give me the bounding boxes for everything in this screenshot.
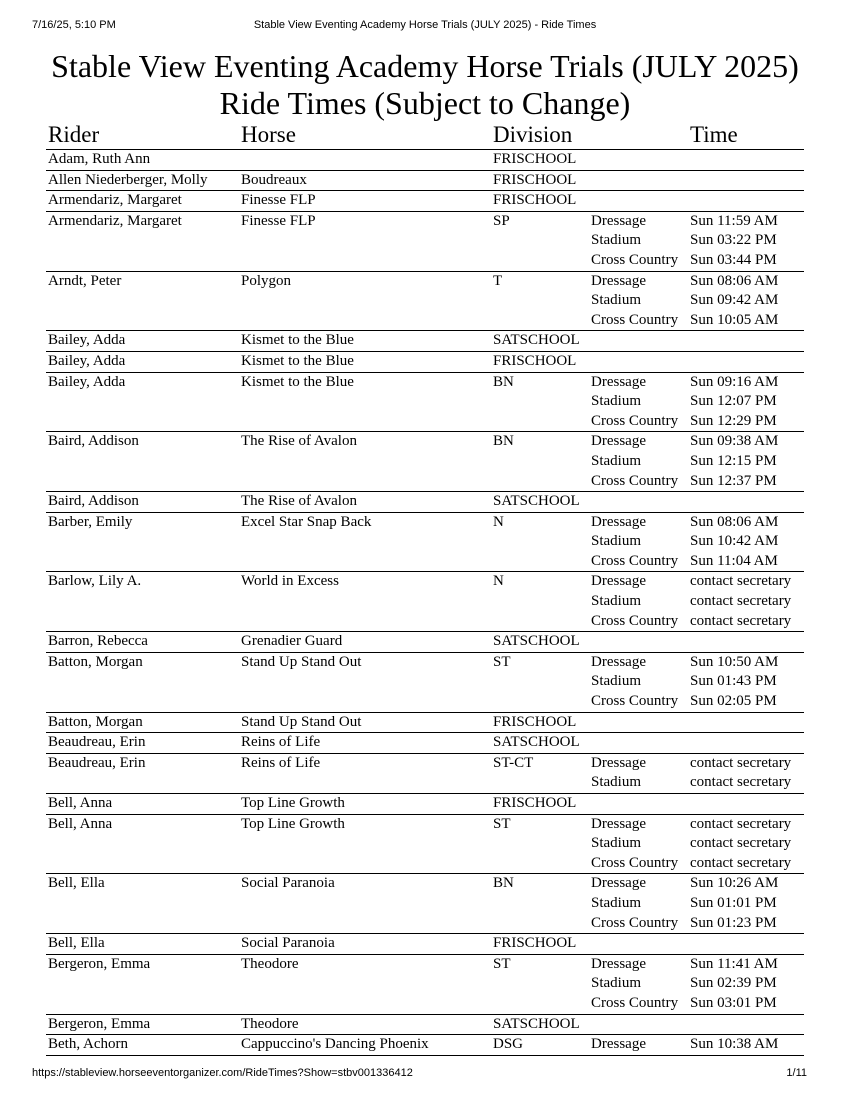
ride-time: Sun 03:44 PM xyxy=(690,251,777,268)
horse-cell: Finesse FLP xyxy=(239,211,491,271)
rider-cell: Bergeron, Emma xyxy=(46,1014,239,1035)
time-cell xyxy=(688,271,804,331)
phase-cell xyxy=(589,572,688,632)
table-row xyxy=(46,331,804,352)
phase-cell xyxy=(589,1014,688,1035)
print-header xyxy=(32,19,818,35)
ride-time: Sun 11:04 AM xyxy=(690,552,778,569)
table-row xyxy=(46,492,804,513)
division-cell: BN xyxy=(491,372,589,432)
time-cell xyxy=(688,814,804,874)
phase-label: Stadium xyxy=(591,452,642,469)
ride-time: Sun 09:16 AM xyxy=(690,373,779,390)
rider-cell: Baird, Addison xyxy=(46,432,239,492)
time-cell xyxy=(688,1035,804,1056)
horse-cell: Boudreaux xyxy=(239,170,491,191)
ride-time: Sun 01:23 PM xyxy=(690,914,777,931)
horse-cell: World in Excess xyxy=(239,572,491,632)
rider-cell: Beth, Achorn xyxy=(46,1035,239,1056)
time-cell xyxy=(688,150,804,171)
rider-cell: Bell, Anna xyxy=(46,814,239,874)
ride-time: Sun 03:01 PM xyxy=(690,994,777,1011)
ride-time: Sun 10:50 AM xyxy=(690,653,779,670)
table-row xyxy=(46,572,804,632)
division-cell: SATSCHOOL xyxy=(491,492,589,513)
horse-cell: Stand Up Stand Out xyxy=(239,712,491,733)
horse-cell: Finesse FLP xyxy=(239,191,491,212)
phase-label: Dressage xyxy=(591,653,646,670)
phase-label: Stadium xyxy=(591,894,642,911)
division-cell: FRISCHOOL xyxy=(491,794,589,815)
table-row xyxy=(46,794,804,815)
phase-label: Dressage xyxy=(591,815,646,832)
header-time: Time xyxy=(688,120,804,150)
table-row xyxy=(46,1035,804,1056)
horse-cell xyxy=(239,150,491,171)
rider-cell: Adam, Ruth Ann xyxy=(46,150,239,171)
rider-cell: Baird, Addison xyxy=(46,492,239,513)
phase-label: Dressage xyxy=(591,513,646,530)
time-cell xyxy=(688,632,804,653)
phase-label: Stadium xyxy=(591,292,642,309)
division-cell: FRISCHOOL xyxy=(491,712,589,733)
phase-cell xyxy=(589,211,688,271)
table-row xyxy=(46,954,804,1014)
ride-time: Sun 12:29 PM xyxy=(690,412,777,429)
horse-cell: Top Line Growth xyxy=(239,814,491,874)
phase-cell xyxy=(589,794,688,815)
time-cell xyxy=(688,351,804,372)
phase-cell xyxy=(589,874,688,934)
header-phase xyxy=(589,120,688,150)
division-cell: ST xyxy=(491,814,589,874)
rider-cell: Bell, Ella xyxy=(46,874,239,934)
ride-time: Sun 02:39 PM xyxy=(690,975,777,992)
rider-cell: Beaudreau, Erin xyxy=(46,753,239,793)
division-cell: SATSCHOOL xyxy=(491,632,589,653)
table-row xyxy=(46,191,804,212)
table-row xyxy=(46,753,804,793)
phase-cell xyxy=(589,170,688,191)
time-cell xyxy=(688,512,804,572)
header-division: Division xyxy=(491,120,589,150)
horse-cell: The Rise of Avalon xyxy=(239,492,491,513)
division-cell: BN xyxy=(491,432,589,492)
table-row xyxy=(46,351,804,372)
header-rider: Rider xyxy=(46,120,239,150)
ride-time: contact secretary xyxy=(690,612,792,629)
phase-cell xyxy=(589,934,688,955)
table-row xyxy=(46,150,804,171)
horse-cell: Kismet to the Blue xyxy=(239,372,491,432)
time-cell xyxy=(688,492,804,513)
horse-cell: Polygon xyxy=(239,271,491,331)
phase-label: Stadium xyxy=(591,593,642,610)
phase-label: Dressage xyxy=(591,373,646,390)
phase-label: Dressage xyxy=(591,433,646,450)
horse-cell: Top Line Growth xyxy=(239,794,491,815)
rider-cell: Barlow, Lily A. xyxy=(46,572,239,632)
header-horse: Horse xyxy=(239,120,491,150)
phase-cell xyxy=(589,372,688,432)
horse-cell: Reins of Life xyxy=(239,753,491,793)
table-row xyxy=(46,372,804,432)
ride-time: contact secretary xyxy=(690,854,792,871)
horse-cell: Social Paranoia xyxy=(239,874,491,934)
rider-cell: Allen Niederberger, Molly xyxy=(46,170,239,191)
phase-cell xyxy=(589,1035,688,1056)
rider-cell: Bailey, Adda xyxy=(46,372,239,432)
page-title xyxy=(0,48,850,122)
phase-label: Stadium xyxy=(591,393,642,410)
ride-time: Sun 08:06 AM xyxy=(690,272,779,289)
rider-cell: Batton, Morgan xyxy=(46,712,239,733)
division-cell: BN xyxy=(491,874,589,934)
phase-label: Stadium xyxy=(591,673,642,690)
phase-label: Cross Country xyxy=(591,412,679,429)
ride-time: contact secretary xyxy=(690,815,792,832)
ride-time: Sun 10:38 AM xyxy=(690,1036,779,1053)
phase-cell xyxy=(589,492,688,513)
ride-time: Sun 12:07 PM xyxy=(690,393,777,410)
phase-cell xyxy=(589,331,688,352)
table-row xyxy=(46,934,804,955)
phase-label: Stadium xyxy=(591,835,642,852)
horse-cell: Grenadier Guard xyxy=(239,632,491,653)
phase-label: Cross Country xyxy=(591,854,679,871)
time-cell xyxy=(688,712,804,733)
table-row xyxy=(46,632,804,653)
rider-cell: Bell, Anna xyxy=(46,794,239,815)
horse-cell: Kismet to the Blue xyxy=(239,331,491,352)
ride-time: Sun 11:59 AM xyxy=(690,212,778,229)
rider-cell: Barron, Rebecca xyxy=(46,632,239,653)
phase-cell xyxy=(589,271,688,331)
phase-label: Stadium xyxy=(591,533,642,550)
division-cell: DSG xyxy=(491,1035,589,1056)
rider-cell: Beaudreau, Erin xyxy=(46,733,239,754)
phase-label: Dressage xyxy=(591,573,646,590)
phase-cell xyxy=(589,632,688,653)
time-cell xyxy=(688,191,804,212)
ride-time: contact secretary xyxy=(690,754,792,771)
ride-time: Sun 11:41 AM xyxy=(690,955,778,972)
division-cell: N xyxy=(491,512,589,572)
phase-label: Dressage xyxy=(591,875,646,892)
ride-time: Sun 01:01 PM xyxy=(690,894,777,911)
time-cell xyxy=(688,331,804,352)
horse-cell: Theodore xyxy=(239,1014,491,1035)
rider-cell: Bailey, Adda xyxy=(46,331,239,352)
division-cell: ST xyxy=(491,652,589,712)
rider-cell: Bell, Ella xyxy=(46,934,239,955)
ride-times-table xyxy=(46,120,804,1056)
time-cell xyxy=(688,211,804,271)
ride-time: Sun 09:38 AM xyxy=(690,433,779,450)
time-cell xyxy=(688,733,804,754)
table-row xyxy=(46,512,804,572)
table-row xyxy=(46,652,804,712)
rider-cell: Armendariz, Margaret xyxy=(46,211,239,271)
time-cell xyxy=(688,934,804,955)
table-row xyxy=(46,432,804,492)
horse-cell: Reins of Life xyxy=(239,733,491,754)
time-cell xyxy=(688,954,804,1014)
table-header-row xyxy=(46,120,804,150)
ride-time: Sun 10:05 AM xyxy=(690,311,779,328)
division-cell: SATSCHOOL xyxy=(491,331,589,352)
ride-time: contact secretary xyxy=(690,774,792,791)
division-cell: SATSCHOOL xyxy=(491,1014,589,1035)
division-cell: FRISCHOOL xyxy=(491,934,589,955)
table-row xyxy=(46,211,804,271)
division-cell: T xyxy=(491,271,589,331)
time-cell xyxy=(688,1014,804,1035)
phase-cell xyxy=(589,512,688,572)
ride-time: contact secretary xyxy=(690,835,792,852)
page-title-line2: Ride Times (Subject to Change) xyxy=(219,85,631,121)
phase-cell xyxy=(589,712,688,733)
table-row xyxy=(46,271,804,331)
time-cell xyxy=(688,794,804,815)
horse-cell: Stand Up Stand Out xyxy=(239,652,491,712)
print-datetime: 7/16/25, 5:10 PM xyxy=(32,19,116,31)
division-cell: FRISCHOOL xyxy=(491,150,589,171)
phase-label: Cross Country xyxy=(591,472,679,489)
phase-cell xyxy=(589,351,688,372)
print-url: https://stableview.horseeventorganizer.com/RideTimes?Show=stbv001336412 xyxy=(32,1067,413,1079)
phase-cell xyxy=(589,753,688,793)
division-cell: SATSCHOOL xyxy=(491,733,589,754)
time-cell xyxy=(688,874,804,934)
horse-cell: Cappuccino's Dancing Phoenix xyxy=(239,1035,491,1056)
time-cell xyxy=(688,652,804,712)
phase-cell xyxy=(589,954,688,1014)
rider-cell: Bergeron, Emma xyxy=(46,954,239,1014)
table-row xyxy=(46,170,804,191)
print-footer xyxy=(32,1067,818,1083)
phase-cell xyxy=(589,733,688,754)
ride-time: Sun 12:37 PM xyxy=(690,472,777,489)
phase-label: Cross Country xyxy=(591,311,679,328)
division-cell: N xyxy=(491,572,589,632)
division-cell: FRISCHOOL xyxy=(491,351,589,372)
phase-label: Dressage xyxy=(591,212,646,229)
ride-time: Sun 09:42 AM xyxy=(690,292,779,309)
horse-cell: Theodore xyxy=(239,954,491,1014)
rider-cell: Armendariz, Margaret xyxy=(46,191,239,212)
phase-cell xyxy=(589,150,688,171)
phase-label: Stadium xyxy=(591,232,642,249)
ride-time: contact secretary xyxy=(690,593,792,610)
phase-label: Dressage xyxy=(591,955,646,972)
rider-cell: Bailey, Adda xyxy=(46,351,239,372)
division-cell: ST-CT xyxy=(491,753,589,793)
division-cell: FRISCHOOL xyxy=(491,191,589,212)
phase-cell xyxy=(589,814,688,874)
phase-label: Stadium xyxy=(591,774,642,791)
phase-label: Cross Country xyxy=(591,994,679,1011)
time-cell xyxy=(688,170,804,191)
phase-label: Cross Country xyxy=(591,914,679,931)
horse-cell: Excel Star Snap Back xyxy=(239,512,491,572)
phase-label: Dressage xyxy=(591,1036,646,1053)
phase-label: Dressage xyxy=(591,754,646,771)
ride-time: Sun 10:42 AM xyxy=(690,533,779,550)
ride-time: Sun 08:06 AM xyxy=(690,513,779,530)
rider-cell: Arndt, Peter xyxy=(46,271,239,331)
rider-cell: Batton, Morgan xyxy=(46,652,239,712)
table-row xyxy=(46,1014,804,1035)
ride-time: contact secretary xyxy=(690,573,792,590)
time-cell xyxy=(688,372,804,432)
phase-cell xyxy=(589,652,688,712)
phase-label: Cross Country xyxy=(591,612,679,629)
time-cell xyxy=(688,753,804,793)
ride-time: Sun 02:05 PM xyxy=(690,693,777,710)
ride-time: Sun 10:26 AM xyxy=(690,875,779,892)
print-page-number: 1/11 xyxy=(786,1067,807,1079)
horse-cell: The Rise of Avalon xyxy=(239,432,491,492)
table-row xyxy=(46,814,804,874)
phase-label: Cross Country xyxy=(591,251,679,268)
phase-label: Cross Country xyxy=(591,693,679,710)
phase-cell xyxy=(589,432,688,492)
rider-cell: Barber, Emily xyxy=(46,512,239,572)
division-cell: FRISCHOOL xyxy=(491,170,589,191)
time-cell xyxy=(688,432,804,492)
table-row xyxy=(46,874,804,934)
phase-label: Cross Country xyxy=(591,552,679,569)
division-cell: ST xyxy=(491,954,589,1014)
phase-label: Stadium xyxy=(591,975,642,992)
horse-cell: Kismet to the Blue xyxy=(239,351,491,372)
print-doc-title: Stable View Eventing Academy Horse Trials (JULY 2025) - Ride Times xyxy=(253,19,597,31)
table-row xyxy=(46,712,804,733)
ride-time: Sun 03:22 PM xyxy=(690,232,777,249)
ride-time: Sun 01:43 PM xyxy=(690,673,777,690)
table-row xyxy=(46,733,804,754)
phase-label: Dressage xyxy=(591,272,646,289)
table-body xyxy=(46,150,804,1056)
horse-cell: Social Paranoia xyxy=(239,934,491,955)
time-cell xyxy=(688,572,804,632)
ride-time: Sun 12:15 PM xyxy=(690,452,777,469)
division-cell: SP xyxy=(491,211,589,271)
phase-cell xyxy=(589,191,688,212)
page-title-line1: Stable View Eventing Academy Horse Trials (JULY 2025) xyxy=(51,48,799,84)
